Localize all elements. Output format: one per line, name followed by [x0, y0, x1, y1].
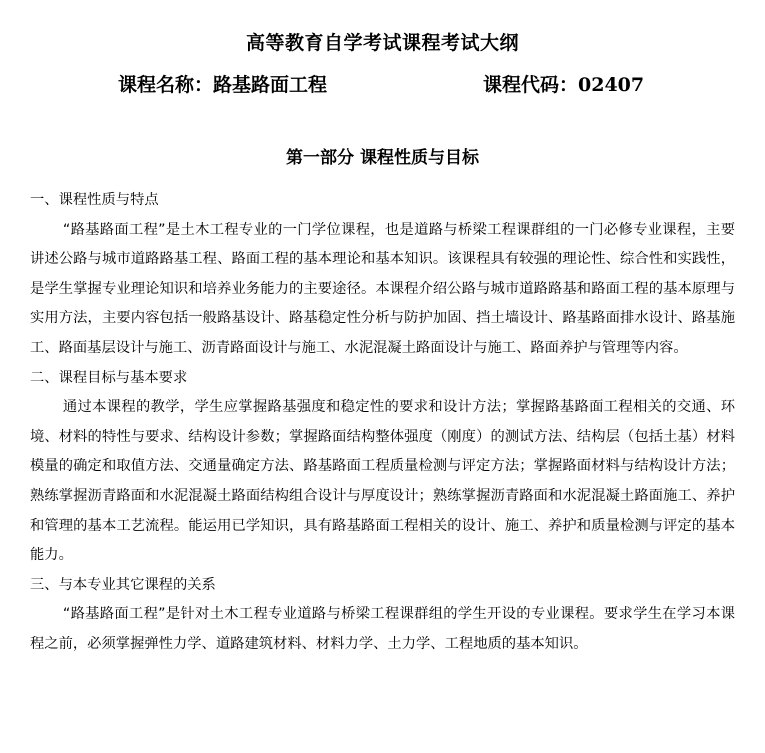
section-paragraph: 通过本课程的教学，学生应掌握路基强度和稳定性的要求和设计方法；掌握路基路面工程相关的交通、环境、材料的特性与要求、结构设计参数；掌握路面结构整体强度（刚度）的测试方法、结构层（包括土基）材料模量的确定和取值方法、交通量确定方法、路基路面工程质量检测与评定方法；掌握路面材料与结构设计方法；熟练掌握沥青路面和水泥混凝土路面结构组合设计与厚度设计；熟练掌握沥青路面和水泥混凝土路面施工、养护和管理的基本工艺流程。能运用已学知识，具有路基路面工程相关的设计、施工、养护和质量检测与评定的基本能力。	[30, 399, 735, 564]
section-heading: 一、课程性质与特点	[30, 192, 159, 208]
section-heading: 三、与本专业其它课程的关系	[30, 576, 216, 593]
course-code: 课程代码：02407	[483, 74, 645, 96]
section-objectives	[30, 364, 735, 571]
section-relations	[30, 571, 735, 660]
section-paragraph: “路基路面工程”是土木工程专业的一门学位课程，也是道路与桥梁工程课群组的一门必修专业课程，主要讲述公路与城市道路路基工程、路面工程的基本理论和基本知识。该课程具有较强的理论性、综合性和实践性，是学生掌握专业理论知识和培养业务能力的主要途径。本课程介绍公路与城市道路路基和路面工程的基本原理与实用方法，主要内容包括一般路基设计、路基稳定性分析与防护加固、挡土墙设计、路基路面排水设计、路基施工、路面基层设计与施工、沥青路面设计与施工、水泥混凝土路面设计与施工、路面养护与管理等内容。	[30, 221, 735, 356]
document-title: 高等教育自学考试课程考试大纲	[245, 32, 519, 54]
section-paragraph: “路基路面工程”是针对土木工程专业道路与桥梁工程课群组的学生开设的专业课程。要求学生在学习本课程之前，必须掌握弹性力学、道路建筑材料、材料力学、土力学、工程地质的基本知识。	[30, 606, 735, 652]
course-name: 课程名称：路基路面工程	[118, 74, 328, 96]
course-info-row	[0, 71, 765, 99]
part-heading: 第一部分 课程性质与目标	[286, 148, 479, 168]
document-body	[30, 186, 735, 660]
section-nature	[30, 186, 735, 364]
section-heading: 二、课程目标与基本要求	[30, 369, 188, 386]
